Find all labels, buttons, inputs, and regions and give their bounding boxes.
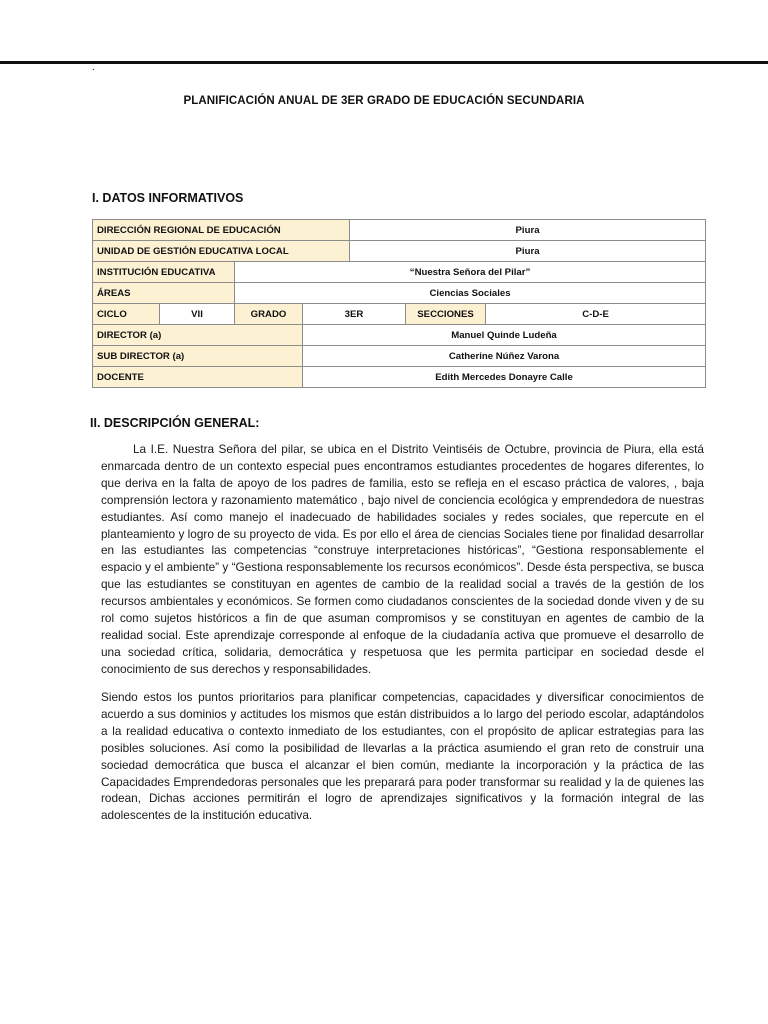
table-row [93,304,706,325]
docente-value: Edith Mercedes Donayre Calle [303,367,706,388]
areas-label: ÁREAS [93,283,235,304]
descripcion-paragraph-2: Siendo estos los puntos prioritarios para planificar competencias, capacidades y diversificar conocimientos de acuerdo a sus dominios y actitudes los mismos que están distribuidos a lo largo del periodo escolar, adaptándolos a la realidad educativa o contexto inmediato de los estudiantes, con el propósito de aplicar estrategias para las posibles soluciones. Así como la posibilidad de llevarlas a la práctica asumiendo el gran reto de construir una sociedad democrática que busca el alcanzar el bien común, mediante la incorporación y la práctica de las Capacidades Emprendedoras personales que les preparará para poder transformar su realidad y la de quienes las rodean, Dichas acciones permitirán el logro de aprendizajes significativos y la formación integral de las adolescentes de la institución educativa. [101,690,704,823]
director-label: DIRECTOR (a) [93,325,303,346]
grado-label: GRADO [235,304,303,325]
dre-value: Piura [350,220,706,241]
subdirector-value: Catherine Núñez Varona [303,346,706,367]
table-row [93,325,706,346]
descripcion-paragraph-1: La I.E. Nuestra Señora del pilar, se ubica en el Distrito Veintiséis de Octubre, provincia de Piura, ella está enmarcada dentro de un contexto especial pues encontramos estudiantes procedentes de hogares diferentes, lo que deriva en la falta de apoyo de los padres de familia, esto se refleja en el escaso práctica de valores, , baja comprensión lectora y razonamiento matemático , bajo nivel de conciencia ecológica y emprendedora de nuestras estudiantes. Así como manejo el inadecuado de habilidades sociales y redes sociales, que repercute en el planteamiento y logro de su proyecto de vida. Es por ello el área de ciencias Sociales tiene por finalidad desarrollar en las estudiantes las competencias “construye interpretaciones históricas”, “Gestiona responsablemente el espacio y el ambiente” y “Gestiona responsablemente los recursos económicos”. Desde ésta perspectiva, se busca que las estudiantes se constituyan en agentes de cambio de la realidad social a través de la gestión de los recursos ambientales y económicos. Se formen como ciudadanos conscientes de la sociedad donde viven y de su rol como sujetos históricos a fin de que asuman compromisos y se constituyan en agentes de cambio de la realidad social. Este aprendizaje corresponde al enfoque de la ciudadanía activa que promueve el desarrollo de una sociedad crítica, solidaria, democrática y respetuosa que les permita participar en sociedad desde el conocimiento de sus derechos y responsabilidades. [101,442,704,676]
areas-value: Ciencias Sociales [235,283,706,304]
secciones-value: C-D-E [486,304,706,325]
secciones-label: SECCIONES [406,304,486,325]
table-row [93,367,706,388]
section-heading-datos: I. DATOS INFORMATIVOS [92,191,244,205]
ugel-label: UNIDAD DE GESTIÓN EDUCATIVA LOCAL [93,241,350,262]
ciclo-value: VII [160,304,235,325]
datos-informativos-table [92,219,706,388]
ciclo-label: CICLO [93,304,160,325]
grado-value: 3ER [303,304,406,325]
table-row [93,262,706,283]
institucion-value: “Nuestra Señora del Pilar” [235,262,706,283]
table-row [93,241,706,262]
ugel-value: Piura [350,241,706,262]
table-row [93,220,706,241]
subdirector-label: SUB DIRECTOR (a) [93,346,303,367]
institucion-label: INSTITUCIÓN EDUCATIVA [93,262,235,283]
table-row [93,283,706,304]
section-heading-descripcion: II. DESCRIPCIÓN GENERAL: [90,416,260,430]
docente-label: DOCENTE [93,367,303,388]
bullet-dot: . [92,62,95,73]
document-title: PLANIFICACIÓN ANUAL DE 3ER GRADO DE EDUCACIÓN SECUNDARIA [183,95,585,107]
director-value: Manuel Quinde Ludeña [303,325,706,346]
dre-label: DIRECCIÓN REGIONAL DE EDUCACIÓN [93,220,350,241]
header-rule [0,61,768,64]
table-row [93,346,706,367]
